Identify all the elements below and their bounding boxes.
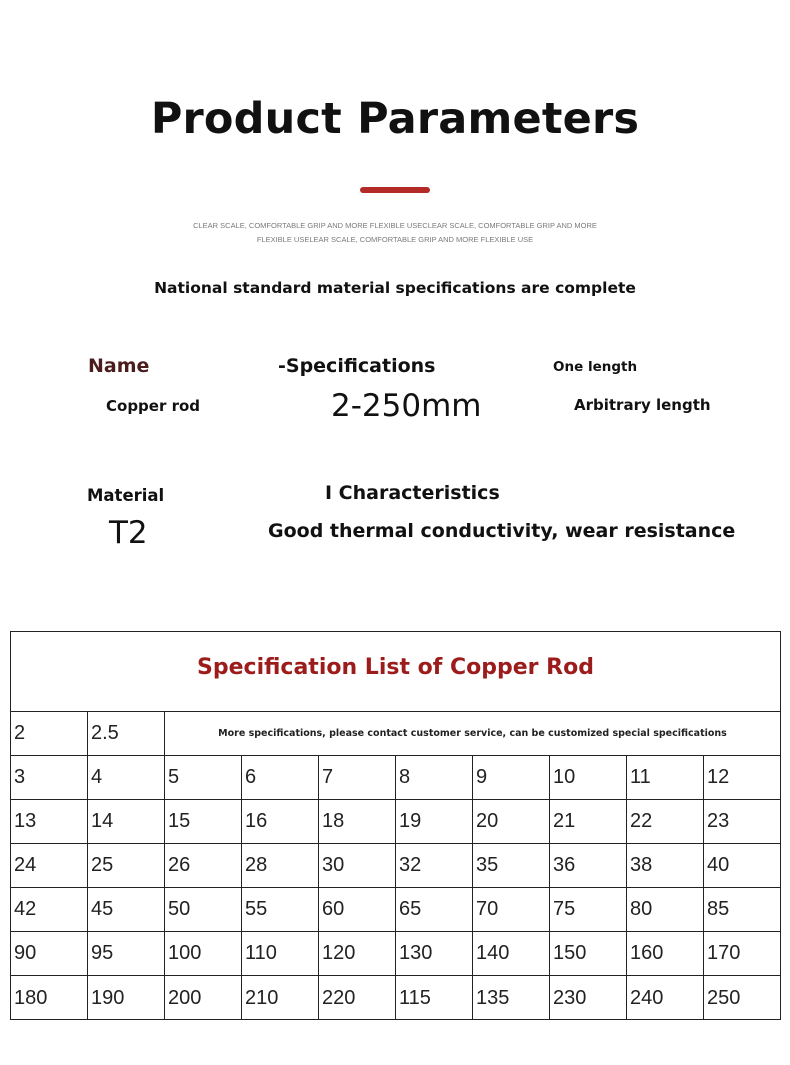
table-cell: 25 (88, 844, 165, 888)
table-cell: 2.5 (88, 712, 165, 756)
table-cell: 250 (707, 986, 741, 1009)
table-cell: 80 (627, 888, 704, 932)
table-cell: 190 (88, 976, 165, 1020)
table-cell: 30 (319, 844, 396, 888)
table-cell: 70 (473, 888, 550, 932)
tagline-line-2: FLEXIBLE USELEAR SCALE, COMFORTABLE GRIP AND MORE FLEXIBLE USE (256, 235, 534, 244)
table-note: More specifications, please contact customer service, can be customized special specifications (165, 712, 780, 756)
table-cell: 65 (396, 888, 473, 932)
specifications-value: 2-250mm (331, 388, 482, 424)
table-cell: 200 (165, 976, 242, 1020)
table-cell: 95 (88, 932, 165, 976)
material-label: Material (87, 486, 165, 505)
table-cell: 19 (396, 800, 473, 844)
table-cell: 135 (473, 976, 550, 1020)
table-cell: 24 (11, 844, 88, 888)
table-cell: 210 (242, 976, 319, 1020)
table-cell: 220 (319, 976, 396, 1020)
table-cell: 11 (627, 756, 704, 800)
table-cell: 9 (473, 756, 550, 800)
table-cell: 16 (242, 800, 319, 844)
table-cell: 180 (11, 976, 88, 1020)
table-cell: 240 (627, 976, 704, 1020)
table-cell: 26 (165, 844, 242, 888)
table-cell: 120 (319, 932, 396, 976)
table-cell: 18 (319, 800, 396, 844)
table-cell: 50 (165, 888, 242, 932)
table-cell: 110 (242, 932, 319, 976)
length-label: One length (553, 359, 638, 375)
name-label: Name (88, 355, 150, 377)
table-cell: 2 (11, 712, 88, 756)
table-cell: 3 (11, 756, 88, 800)
table-title: Specification List of Copper Rod (11, 632, 780, 712)
tagline-line-1: CLEAR SCALE, COMFORTABLE GRIP AND MORE FLEXIBLE USECLEAR SCALE, COMFORTABLE GRIP AND MORE (193, 221, 597, 230)
table-cell: 85 (704, 888, 780, 932)
table-cell: 14 (88, 800, 165, 844)
table-cell: 160 (627, 932, 704, 976)
table-cell: 130 (396, 932, 473, 976)
name-value: Copper rod (106, 397, 201, 415)
table-cell: 8 (396, 756, 473, 800)
characteristics-label: I Characteristics (325, 482, 500, 504)
table-cell: 38 (627, 844, 704, 888)
table-cell: 32 (396, 844, 473, 888)
table-cell: 28 (242, 844, 319, 888)
table-cell: 21 (550, 800, 627, 844)
table-cell: 7 (319, 756, 396, 800)
table-cell: 12 (704, 756, 780, 800)
table-cell: 36 (550, 844, 627, 888)
specifications-label: -Specifications (278, 355, 436, 377)
subtitle: National standard material specifications are complete (154, 279, 636, 297)
table-cell: 10 (550, 756, 627, 800)
table-cell: 60 (319, 888, 396, 932)
table-cell: 35 (473, 844, 550, 888)
table-cell: 42 (11, 888, 88, 932)
table-cell: 15 (165, 800, 242, 844)
table-cell: 115 (396, 976, 473, 1020)
table-cell: 90 (11, 932, 88, 976)
table-cell: 170 (704, 932, 780, 976)
page-title: Product Parameters (150, 94, 640, 144)
table-cell: 75 (550, 888, 627, 932)
table-cell: 23 (704, 800, 780, 844)
table-cell: 6 (242, 756, 319, 800)
table-cell: 20 (473, 800, 550, 844)
table-cell: 100 (165, 932, 242, 976)
table-cell: 230 (550, 976, 627, 1020)
table-cell: 150 (550, 932, 627, 976)
table-cell: 55 (242, 888, 319, 932)
table-cell: 45 (88, 888, 165, 932)
title-accent-bar (360, 187, 430, 193)
characteristics-value: Good thermal conductivity, wear resistance (268, 520, 736, 542)
table-cell: 5 (165, 756, 242, 800)
table-cell: 40 (704, 844, 780, 888)
table-cell: 13 (11, 800, 88, 844)
table-cell: 140 (473, 932, 550, 976)
table-cell: 22 (627, 800, 704, 844)
specification-table (10, 631, 781, 1020)
material-value: T2 (109, 515, 148, 551)
length-value: Arbitrary length (574, 396, 711, 414)
table-cell: 4 (88, 756, 165, 800)
